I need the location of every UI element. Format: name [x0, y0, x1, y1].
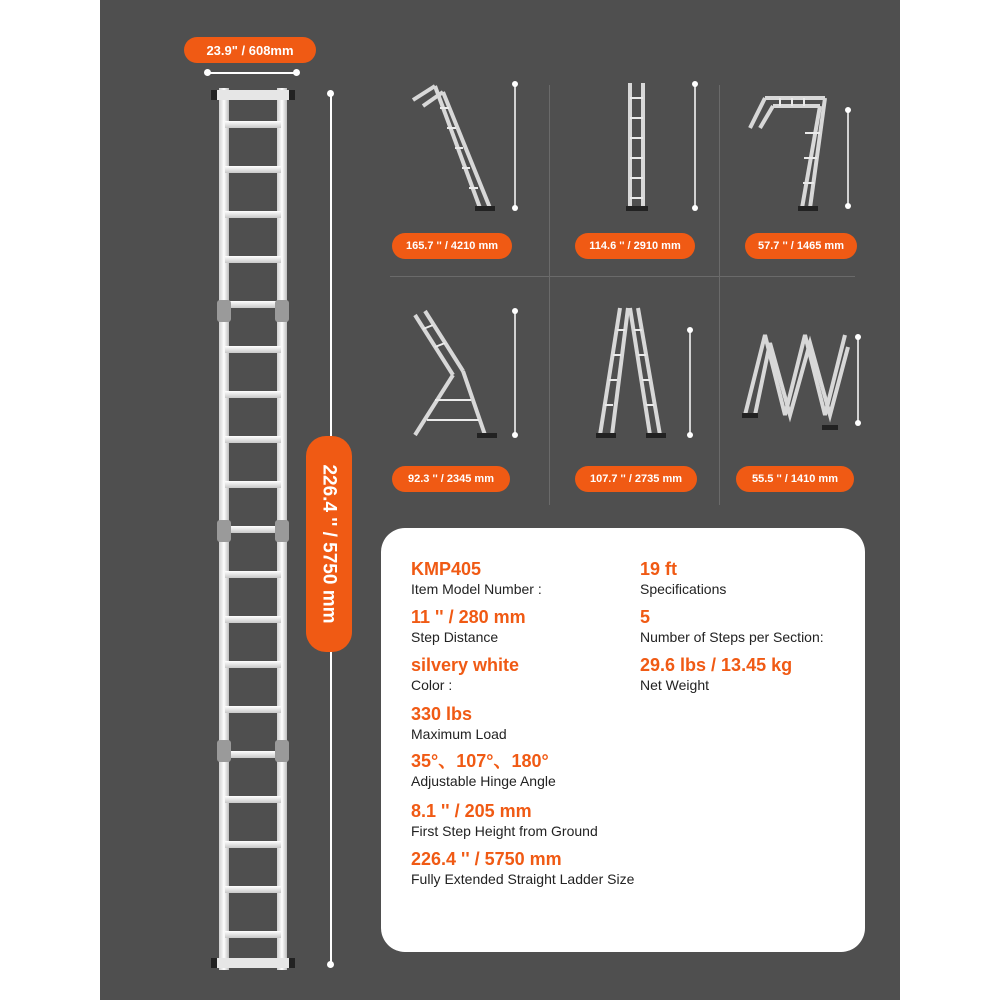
spec-card: [381, 528, 865, 952]
spec-value: 5: [640, 607, 651, 627]
spec-color: [411, 654, 519, 694]
a-frame-ladder-icon: [590, 300, 700, 445]
spec-value: 19 ft: [640, 559, 678, 579]
spec-model: [411, 558, 542, 598]
spec-key: Number of Steps per Section:: [640, 629, 824, 645]
spec-steps-per-section: [640, 606, 824, 646]
hinge-icon: [217, 740, 231, 762]
config-label-telescoping-ladder: 114.6 '' / 2910 mm: [575, 233, 695, 259]
spec-step-distance: [411, 606, 526, 646]
ladder-bottom-cap: [211, 958, 295, 968]
ladder-rung: [225, 256, 281, 263]
config-label-leaning-ladder: 165.7 '' / 4210 mm: [392, 233, 512, 259]
spec-key: Color :: [411, 677, 453, 693]
height-dimension-bottom: [327, 961, 334, 968]
scaffold-icon: [740, 88, 860, 218]
staircase-ladder-icon: [740, 325, 865, 435]
ladder-rung: [225, 166, 281, 173]
wall-ladder-icon: [405, 305, 525, 445]
spec-hinge-angle: [411, 750, 556, 790]
spec-value: 8.1 '' / 205 mm: [411, 801, 532, 821]
ladder-rung: [225, 481, 281, 488]
height-label-text: 226.4 '' / 5750 mm: [319, 464, 341, 624]
spec-key: Net Weight: [640, 677, 709, 693]
ladder-rung: [225, 211, 281, 218]
spec-key: Adjustable Hinge Angle: [411, 773, 556, 789]
spec-specifications: [640, 558, 726, 598]
config-label-wall-ladder: 92.3 '' / 2345 mm: [392, 466, 510, 492]
spec-value: KMP405: [411, 559, 482, 579]
ladder-rung: [225, 121, 281, 128]
leaning-ladder-icon: [405, 78, 525, 218]
ladder-rung: [225, 931, 281, 938]
config-label-scaffold: 57.7 '' / 1465 mm: [745, 233, 857, 259]
spec-max-load: [411, 703, 507, 743]
telescoping-ladder-icon: [605, 78, 705, 218]
grid-divider: [549, 85, 550, 505]
spec-value: 35°、107°、180°: [411, 751, 549, 771]
ladder-top-cap: [211, 90, 295, 100]
spec-extended-size: [411, 848, 634, 888]
spec-value: 29.6 lbs / 13.45 kg: [640, 655, 793, 675]
ladder-rung: [225, 886, 281, 893]
ladder-rung: [225, 751, 281, 758]
spec-value: silvery white: [411, 655, 520, 675]
config-label-staircase-ladder: 55.5 '' / 1410 mm: [736, 466, 854, 492]
hinge-icon: [217, 520, 231, 542]
spec-key: Step Distance: [411, 629, 499, 645]
spec-value: 226.4 '' / 5750 mm: [411, 849, 562, 869]
spec-value: 330 lbs: [411, 704, 473, 724]
config-label-a-frame-ladder: 107.7 '' / 2735 mm: [575, 466, 697, 492]
hinge-icon: [275, 300, 289, 322]
width-dimension-line: [208, 72, 296, 74]
width-label: 23.9" / 608mm: [184, 37, 316, 63]
ladder-rung: [225, 391, 281, 398]
ladder-rung: [225, 436, 281, 443]
ladder-rung: [225, 571, 281, 578]
ladder-rung: [225, 346, 281, 353]
spec-key: Maximum Load: [411, 726, 507, 742]
spec-first-step-height: [411, 800, 598, 840]
spec-net-weight: [640, 654, 792, 694]
extended-ladder-image: [205, 88, 301, 970]
spec-value: 11 '' / 280 mm: [411, 607, 526, 627]
hinge-icon: [275, 740, 289, 762]
ladder-rung: [225, 796, 281, 803]
ladder-rung: [225, 616, 281, 623]
spec-key: Specifications: [640, 581, 727, 597]
ladder-rung: [225, 526, 281, 533]
spec-key: Item Model Number :: [411, 581, 542, 597]
spec-key: First Step Height from Ground: [411, 823, 598, 839]
grid-divider: [719, 85, 720, 505]
hinge-icon: [217, 300, 231, 322]
height-label: [306, 436, 352, 652]
ladder-rung: [225, 661, 281, 668]
hinge-icon: [275, 520, 289, 542]
grid-divider: [390, 276, 855, 277]
spec-key: Fully Extended Straight Ladder Size: [411, 871, 635, 887]
ladder-rung: [225, 706, 281, 713]
ladder-rung: [225, 301, 281, 308]
width-dimension-end: [293, 69, 300, 76]
ladder-rung: [225, 841, 281, 848]
